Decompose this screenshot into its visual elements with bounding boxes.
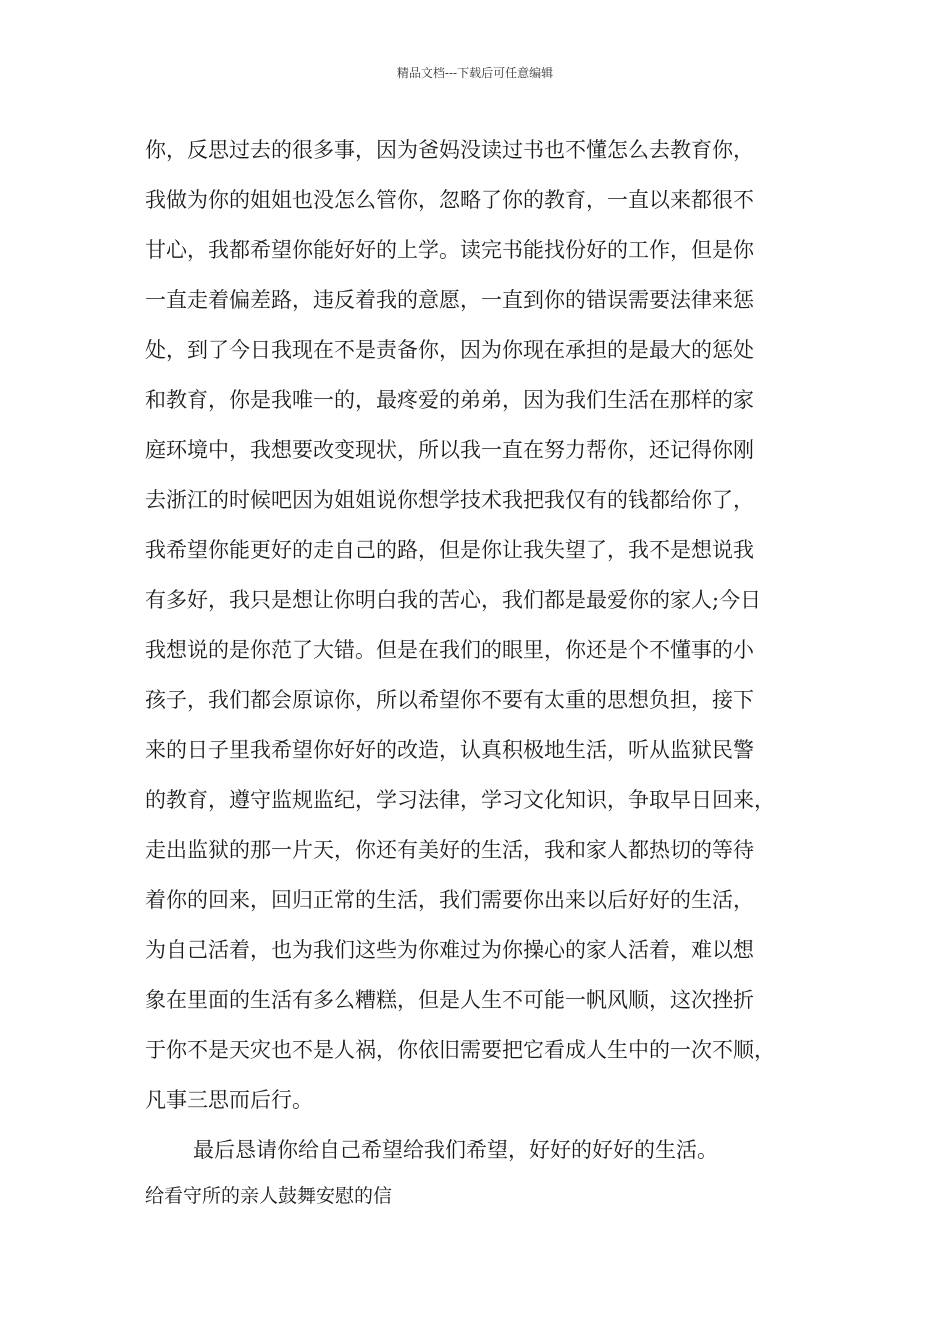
text-line: 和教育，你是我唯一的，最疼爱的弟弟，因为我们生活在那样的家 (145, 388, 754, 412)
text-line: 我想说的是你范了大错。但是在我们的眼里，你还是个不懂事的小 (145, 638, 754, 662)
text-line: 我希望你能更好的走自己的路，但是你让我失望了，我不是想说我 (145, 538, 754, 562)
text-line: 于你不是天灾也不是人祸，你依旧需要把它看成人生中的一次不顺， (145, 1038, 775, 1062)
text-line: 庭环境中，我想要改变现状，所以我一直在努力帮你，还记得你刚 (145, 438, 754, 462)
text-line: 着你的回来，回归正常的生活，我们需要你出来以后好好的生活， (145, 888, 754, 912)
text-line: 处，到了今日我现在不是责备你，因为你现在承担的是最大的惩处 (145, 338, 754, 362)
next-letter-title: 给看守所的亲人鼓舞安慰的信 (145, 1185, 393, 1207)
text-line: 有多好，我只是想让你明白我的苦心，我们都是最爱你的家人;今日 (145, 588, 762, 612)
page-header: 精品文档---下载后可任意编辑 (396, 66, 554, 80)
text-line: 去浙江的时候吧因为姐姐说你想学技术我把我仅有的钱都给你了， (145, 488, 754, 512)
text-line: 象在里面的生活有多么糟糕，但是人生不可能一帆风顺，这次挫折 (145, 988, 754, 1012)
text-line: 来的日子里我希望你好好的改造，认真积极地生活，听从监狱民警 (145, 738, 754, 762)
text-line: 甘心，我都希望你能好好的上学。读完书能找份好的工作，但是你 (145, 238, 754, 262)
text-line: 你，反思过去的很多事，因为爸妈没读过书也不懂怎么去教育你， (145, 138, 754, 162)
text-line: 走出监狱的那一片天，你还有美好的生活，我和家人都热切的等待 (145, 838, 754, 862)
text-line: 一直走着偏差路，违反着我的意愿，一直到你的错误需要法律来惩 (145, 288, 754, 312)
letter-body (145, 132, 815, 1182)
text-line: 我做为你的姐姐也没怎么管你，忽略了你的教育，一直以来都很不 (145, 188, 754, 212)
closing-paragraph: 最后恳请你给自己希望给我们希望，好好的好好的生活。 (193, 1138, 718, 1162)
text-line: 孩子，我们都会原谅你，所以希望你不要有太重的思想负担，接下 (145, 688, 754, 712)
text-line: 凡事三思而后行。 (145, 1088, 313, 1112)
text-line: 为自己活着，也为我们这些为你难过为你操心的家人活着，难以想 (145, 938, 754, 962)
text-line: 的教育，遵守监规监纪，学习法律，学习文化知识，争取早日回来， (145, 788, 775, 812)
